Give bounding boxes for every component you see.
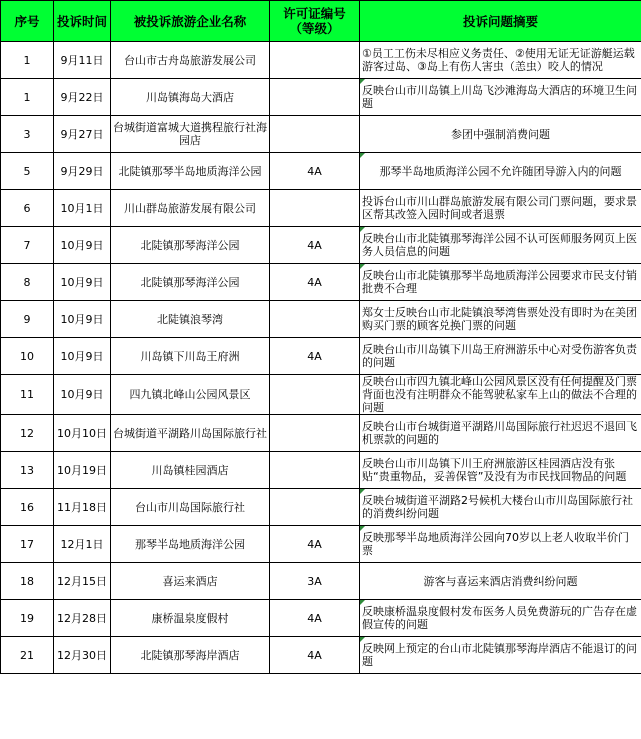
cell-company-text: 北陡镇那琴海洋公园: [140, 275, 240, 289]
cell-time[interactable]: [54, 489, 111, 526]
cell-license-text: 4A: [307, 238, 322, 252]
cell-summary-text: 反映台山市北陡镇那琴海洋公园不认可医师服务网页上医务人员信息的问题: [362, 232, 637, 258]
cell-summary-text: 反映康桥温泉度假村发布医务人员免费游玩的广告存在虚假宣传的问题: [362, 605, 637, 631]
cell-company-text: 四九镇北峰山公园风景区: [129, 388, 251, 401]
cell-time[interactable]: [54, 264, 111, 301]
cell-license[interactable]: [270, 563, 360, 600]
cell-license[interactable]: [270, 375, 360, 415]
header-license[interactable]: 许可证编号（等级）: [270, 1, 360, 42]
cell-seq[interactable]: [1, 600, 54, 637]
cell-time-text: 11月18日: [57, 500, 107, 514]
cell-company[interactable]: [111, 637, 270, 674]
cell-company-text: 台山市古舟岛旅游发展公司: [124, 53, 256, 67]
cell-time[interactable]: [54, 415, 111, 452]
cell-summary-text: 反映台山市川岛镇下川岛王府洲游乐中心对受伤游客负责的问题: [362, 343, 637, 369]
table-row: [1, 600, 641, 637]
cell-time[interactable]: [54, 227, 111, 264]
cell-seq[interactable]: [1, 264, 54, 301]
table-row: [1, 227, 641, 264]
cell-time[interactable]: [54, 42, 111, 79]
cell-time-text: 9月27日: [60, 127, 104, 141]
cell-company[interactable]: [111, 489, 270, 526]
cell-summary-text: 反映台山市四九镇北峰山公园风景区没有任何提醒及门票背面也没有注明群众不能驾驶私家车上山的做法不合理的问题: [362, 375, 637, 414]
cell-summary-text: 反映台山市台城街道平湖路川岛国际旅行社迟迟不退回飞机票款的问题的: [362, 420, 637, 446]
cell-seq-text: 5: [23, 164, 31, 178]
cell-seq[interactable]: [1, 637, 54, 674]
cell-company[interactable]: [111, 338, 270, 375]
cell-company-text: 喜运来酒店: [162, 574, 218, 588]
cell-seq[interactable]: [1, 563, 54, 600]
cell-license[interactable]: [270, 415, 360, 452]
cell-seq-text: 13: [20, 463, 34, 477]
cell-seq-text: 12: [20, 426, 34, 440]
cell-summary[interactable]: [360, 600, 641, 637]
cell-summary[interactable]: [360, 153, 641, 190]
cell-seq-text: 21: [20, 648, 34, 662]
header-row: [1, 1, 641, 42]
comment-marker-icon: [360, 600, 365, 605]
cell-seq-text: 19: [20, 611, 34, 625]
cell-company[interactable]: [111, 190, 270, 227]
cell-seq-text: 6: [23, 201, 31, 215]
cell-time[interactable]: [54, 375, 111, 415]
cell-license-text: 4A: [307, 611, 322, 625]
cell-seq[interactable]: [1, 452, 54, 489]
cell-seq[interactable]: [1, 301, 54, 338]
cell-seq[interactable]: [1, 42, 54, 79]
cell-license[interactable]: [270, 79, 360, 116]
cell-seq-text: 9: [23, 312, 31, 326]
cell-time-text: 12月30日: [57, 648, 107, 662]
comment-marker-icon: [360, 227, 365, 232]
table-row: [1, 79, 641, 116]
cell-summary[interactable]: [360, 452, 641, 489]
cell-time-text: 12月28日: [57, 611, 107, 625]
cell-time-text: 10月9日: [60, 238, 104, 252]
cell-seq-text: 11: [20, 388, 34, 401]
comment-marker-icon: [360, 526, 365, 531]
cell-seq[interactable]: [1, 153, 54, 190]
cell-seq-text: 17: [20, 537, 34, 551]
cell-time[interactable]: [54, 452, 111, 489]
cell-license[interactable]: [270, 338, 360, 375]
comment-marker-icon: [360, 489, 365, 494]
cell-company[interactable]: [111, 116, 270, 153]
cell-summary[interactable]: [360, 375, 641, 415]
cell-company-text: 川山群岛旅游发展有限公司: [124, 201, 256, 215]
cell-company[interactable]: [111, 153, 270, 190]
cell-license[interactable]: [270, 264, 360, 301]
cell-license[interactable]: [270, 600, 360, 637]
header-seq[interactable]: 序号: [1, 1, 54, 42]
cell-seq-text: 10: [20, 349, 34, 363]
cell-company[interactable]: [111, 264, 270, 301]
table-row: [1, 563, 641, 600]
cell-summary-text: 投诉台山市川山群岛旅游发展有限公司门票问题，要求景区帮其改签入园时间或者退票: [362, 195, 637, 221]
comment-marker-icon: [360, 264, 365, 269]
cell-seq[interactable]: [1, 116, 54, 153]
cell-time[interactable]: [54, 526, 111, 563]
cell-company[interactable]: [111, 526, 270, 563]
cell-license[interactable]: [270, 227, 360, 264]
cell-summary-text: 反映台山市川岛镇下川王府洲旅游区桂园酒店没有张贴“贵重物品，妥善保管”及没有为市民找回物品的问题: [362, 457, 627, 483]
cell-summary[interactable]: [360, 563, 641, 600]
table-row: [1, 338, 641, 375]
cell-license[interactable]: [270, 116, 360, 153]
cell-summary-text: 反映台山市北陡镇那琴半岛地质海洋公园要求市民支付销批费不合理: [362, 269, 637, 295]
cell-company-text: 北陡镇那琴海洋公园: [140, 238, 240, 252]
cell-company-text: 川岛镇桂园酒店: [151, 463, 229, 477]
cell-license[interactable]: [270, 190, 360, 227]
cell-license-text: 4A: [307, 275, 322, 289]
cell-seq[interactable]: [1, 190, 54, 227]
cell-license-text: 4A: [307, 648, 322, 662]
cell-summary-text: 郑女士反映台山市北陡镇浪琴湾售票处没有即时为在美团购买门票的顾客兑换门票的问题: [362, 306, 637, 332]
cell-company-text: 北陡镇那琴半岛地质海洋公园: [118, 164, 262, 178]
cell-time-text: 10月9日: [60, 312, 104, 326]
cell-seq[interactable]: [1, 338, 54, 375]
cell-seq[interactable]: [1, 79, 54, 116]
cell-seq[interactable]: [1, 375, 54, 415]
cell-seq[interactable]: [1, 489, 54, 526]
cell-time-text: 10月9日: [60, 388, 104, 401]
cell-summary[interactable]: [360, 42, 641, 79]
cell-license-text: 3A: [307, 574, 322, 588]
cell-company-text: 北陡镇那琴海岸酒店: [140, 648, 240, 662]
cell-company[interactable]: [111, 415, 270, 452]
cell-license[interactable]: [270, 301, 360, 338]
cell-summary-text: 反映台山市川岛镇上川岛飞沙滩海岛大酒店的环境卫生问题: [362, 84, 637, 110]
cell-summary-text: ①员工工伤未尽相应义务责任、②使用无证无证游艇运载游客过岛、③岛上有伤人害虫（恙虫）咬人的情况: [362, 47, 635, 73]
cell-company[interactable]: [111, 375, 270, 415]
cell-seq-text: 8: [23, 275, 31, 289]
cell-time-text: 9月11日: [60, 53, 104, 67]
cell-summary[interactable]: [360, 79, 641, 116]
cell-seq-text: 3: [23, 127, 31, 141]
table-row: [1, 301, 641, 338]
cell-summary-text: 参团中强制消费问题: [451, 127, 550, 141]
cell-time[interactable]: [54, 563, 111, 600]
cell-seq[interactable]: [1, 227, 54, 264]
header-time[interactable]: 投诉时间: [54, 1, 111, 42]
cell-seq[interactable]: [1, 415, 54, 452]
comment-marker-icon: [360, 637, 365, 642]
cell-company-text: 川岛镇下川岛王府洲: [140, 349, 240, 363]
cell-time[interactable]: [54, 301, 111, 338]
cell-license[interactable]: [270, 42, 360, 79]
cell-summary[interactable]: [360, 526, 641, 563]
cell-summary[interactable]: [360, 489, 641, 526]
cell-time-text: 12月1日: [60, 537, 104, 551]
table-row: [1, 489, 641, 526]
cell-license[interactable]: [270, 489, 360, 526]
cell-summary-text: 那琴半岛地质海洋公园不允许随团导游入内的问题: [379, 164, 622, 178]
comment-marker-icon: [360, 79, 365, 84]
cell-time[interactable]: [54, 338, 111, 375]
header-summary[interactable]: 投诉问题摘要: [360, 1, 641, 42]
cell-time[interactable]: [54, 116, 111, 153]
cell-summary[interactable]: [360, 338, 641, 375]
cell-time[interactable]: [54, 600, 111, 637]
cell-summary[interactable]: [360, 264, 641, 301]
cell-summary-text: 反映台城街道平湖路2号候机大楼台山市川岛国际旅行社的消费纠纷问题: [362, 494, 633, 520]
cell-company[interactable]: [111, 600, 270, 637]
cell-time[interactable]: [54, 153, 111, 190]
cell-time[interactable]: [54, 190, 111, 227]
cell-seq-text: 16: [20, 500, 34, 514]
cell-seq[interactable]: [1, 526, 54, 563]
table-row: [1, 264, 641, 301]
cell-company-text: 台城街道平湖路川岛国际旅行社: [113, 426, 267, 440]
cell-license[interactable]: [270, 526, 360, 563]
cell-company[interactable]: [111, 563, 270, 600]
cell-time-text: 9月29日: [60, 164, 104, 178]
cell-company-text: 康桥温泉度假村: [151, 611, 229, 625]
cell-company-text: 北陡镇浪琴湾: [157, 312, 223, 326]
table-row: [1, 375, 641, 415]
cell-license[interactable]: [270, 153, 360, 190]
cell-summary[interactable]: [360, 190, 641, 227]
cell-time-text: 10月9日: [60, 275, 104, 289]
cell-seq-text: 1: [23, 90, 31, 104]
cell-company[interactable]: [111, 452, 270, 489]
cell-company[interactable]: [111, 301, 270, 338]
cell-company-text: 台城街道富城大道携程旅行社海园店: [113, 121, 267, 147]
table-row: [1, 116, 641, 153]
cell-time[interactable]: [54, 79, 111, 116]
cell-summary[interactable]: [360, 415, 641, 452]
cell-summary[interactable]: [360, 637, 641, 674]
cell-summary[interactable]: [360, 116, 641, 153]
table-row: [1, 452, 641, 489]
cell-company-text: 那琴半岛地质海洋公园: [135, 537, 245, 551]
cell-company[interactable]: [111, 227, 270, 264]
cell-time-text: 12月15日: [57, 574, 107, 588]
cell-time[interactable]: [54, 637, 111, 674]
cell-seq-text: 1: [23, 53, 31, 67]
cell-seq-text: 7: [23, 238, 31, 252]
cell-time-text: 10月9日: [60, 349, 104, 363]
table-row: [1, 190, 641, 227]
cell-license[interactable]: [270, 452, 360, 489]
cell-seq-text: 18: [20, 574, 34, 588]
header-company[interactable]: 被投诉旅游企业名称: [111, 1, 270, 42]
cell-company[interactable]: [111, 42, 270, 79]
table-row: [1, 637, 641, 674]
table-body: [1, 42, 641, 674]
table-row: [1, 526, 641, 563]
cell-time-text: 10月1日: [60, 201, 104, 215]
cell-time-text: 10月19日: [57, 463, 107, 477]
cell-summary-text: 反映那琴半岛地质海洋公园向70岁以上老人收取半价门票: [362, 531, 629, 557]
cell-license-text: 4A: [307, 164, 322, 178]
cell-summary-text: 反映网上预定的台山市北陡镇那琴海岸酒店不能退订的问题: [362, 642, 637, 668]
cell-summary-text: 游客与喜运来酒店消费纠纷问题: [423, 574, 578, 588]
cell-license-text: 4A: [307, 349, 322, 363]
cell-company-text: 台山市川岛国际旅行社: [135, 500, 245, 514]
table-row: [1, 42, 641, 79]
cell-time-text: 9月22日: [60, 90, 104, 104]
cell-time-text: 10月10日: [57, 426, 107, 440]
comment-marker-icon: [360, 153, 365, 158]
table-row: [1, 153, 641, 190]
cell-license[interactable]: [270, 637, 360, 674]
cell-company-text: 川岛镇海岛大酒店: [146, 90, 234, 104]
table-row: [1, 415, 641, 452]
cell-summary[interactable]: [360, 227, 641, 264]
cell-company[interactable]: [111, 79, 270, 116]
cell-summary[interactable]: [360, 301, 641, 338]
cell-license-text: 4A: [307, 537, 322, 551]
